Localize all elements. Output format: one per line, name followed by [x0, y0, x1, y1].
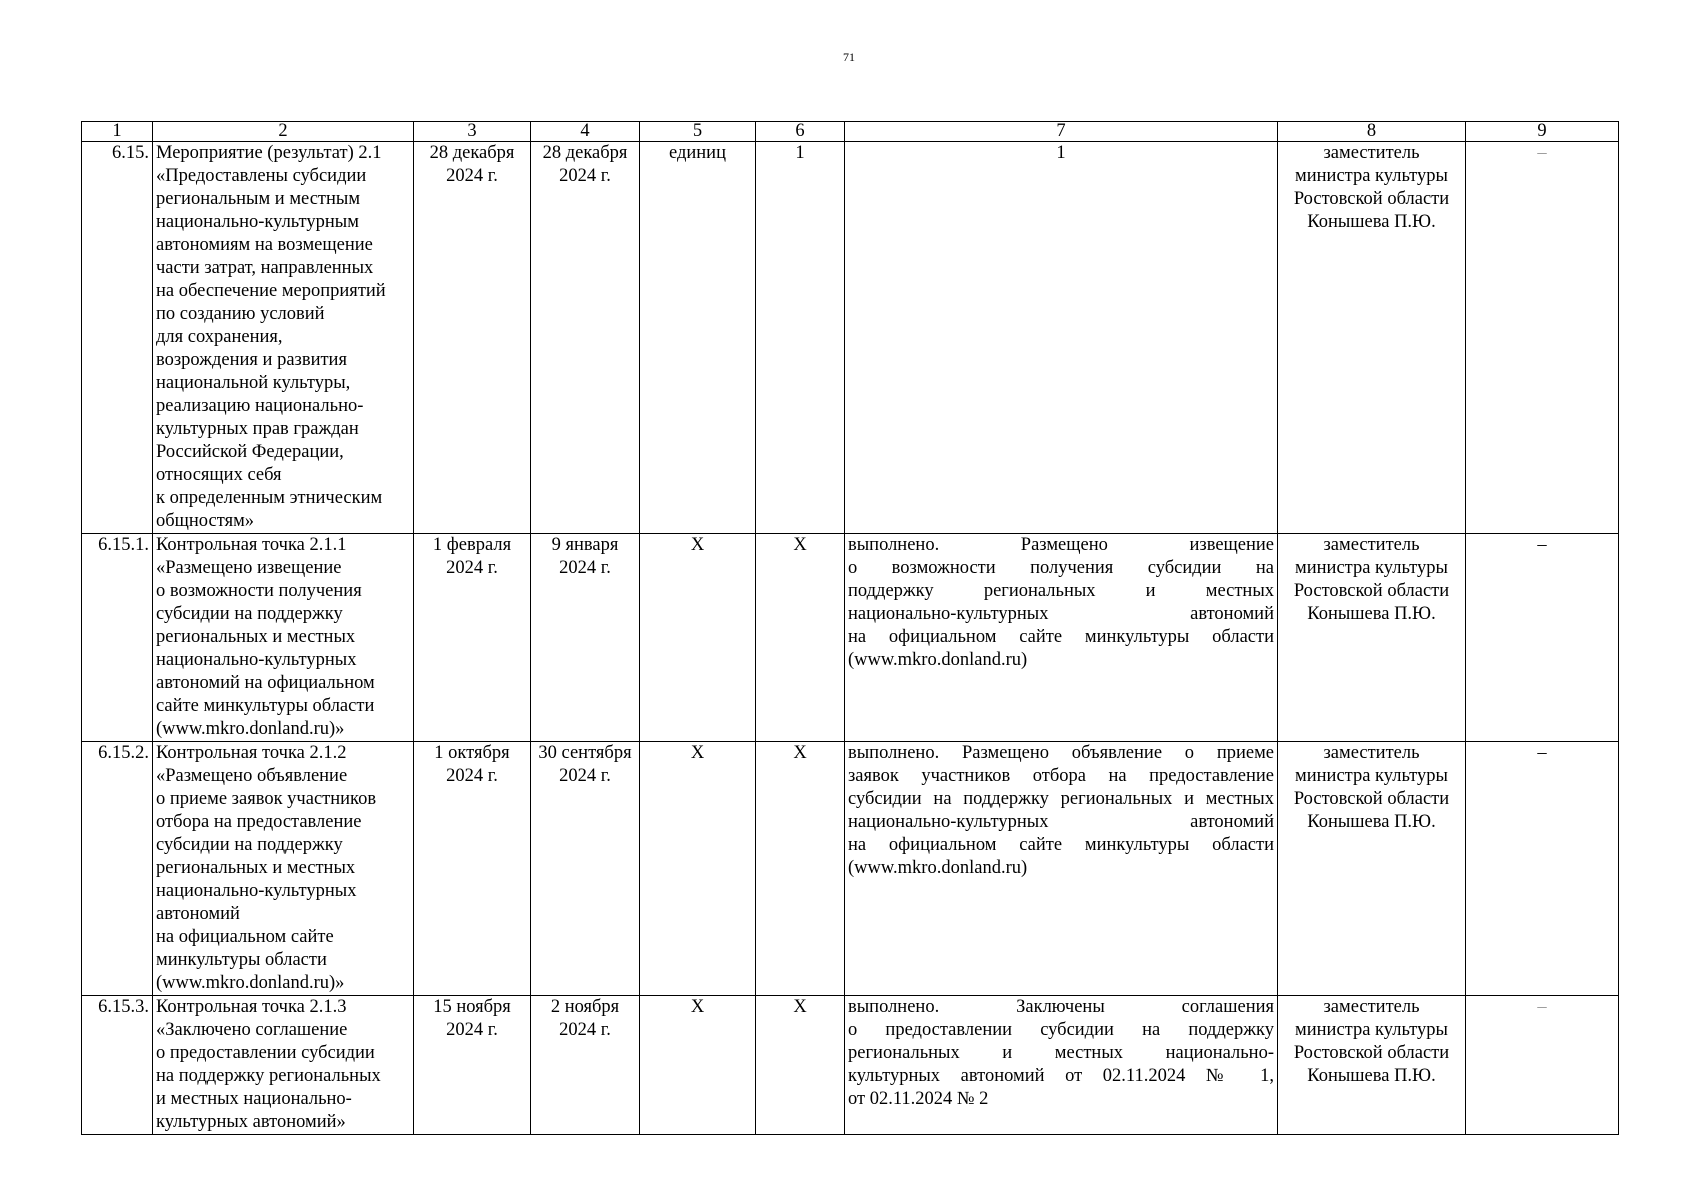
row-number-cell: 6.15.2. [82, 742, 153, 996]
note-cell: – [1466, 142, 1619, 534]
event-name-cell [153, 996, 414, 1135]
text-line: 15 ноября [433, 997, 511, 1017]
text-line: субсидии на поддержку [156, 835, 343, 855]
text-line: 2024 г. [559, 166, 611, 186]
text-line: Контрольная точка 2.1.2 [156, 743, 347, 763]
row-number-cell: 6.15.3. [82, 996, 153, 1135]
plan-date-cell [414, 142, 531, 534]
text-line: заместитель [1323, 997, 1420, 1017]
text-line: автономий [156, 904, 240, 924]
text-line: поддержку региональных и местных [848, 581, 1274, 601]
text-line: министра культуры [1295, 166, 1448, 186]
note-cell: – [1466, 996, 1619, 1135]
text-line: о предоставлении субсидии на поддержку [848, 1020, 1274, 1040]
fact-date-cell [531, 742, 640, 996]
text-line: автономиям на возмещение [156, 235, 373, 255]
fact-result-cell [845, 742, 1278, 996]
column-header: 6 [756, 122, 845, 142]
unit-cell: Х [640, 742, 756, 996]
responsible-cell [1278, 534, 1466, 742]
text-line: 2024 г. [446, 766, 498, 786]
text-line: 2024 г. [446, 1020, 498, 1040]
plan-value-cell: Х [756, 742, 845, 996]
text-line: региональных и местных [156, 858, 356, 878]
text-line: «Размещено объявление [156, 766, 348, 786]
text-line: субсидии на поддержку [156, 604, 343, 624]
text-line: для сохранения, [156, 327, 283, 347]
text-line: минкультуры области [156, 950, 327, 970]
fact-result-cell [845, 142, 1278, 534]
column-header: 2 [153, 122, 414, 142]
table-row [82, 142, 1619, 534]
text-line: национально-культурных [156, 881, 357, 901]
unit-cell: Х [640, 996, 756, 1135]
unit-cell: Х [640, 534, 756, 742]
column-header: 4 [531, 122, 640, 142]
text-line: региональным и местным [156, 189, 361, 209]
plan-value-cell: Х [756, 996, 845, 1135]
text-line: Контрольная точка 2.1.1 [156, 535, 347, 555]
text-line: на обеспечение мероприятий [156, 281, 386, 301]
page-number: 71 [843, 50, 855, 64]
event-name-cell [153, 742, 414, 996]
text-line: о приеме заявок участников [156, 789, 377, 809]
fact-result-cell [845, 534, 1278, 742]
text-line: национально-культурных [156, 650, 357, 670]
text-line: министра культуры [1295, 558, 1448, 578]
plan-date-cell [414, 742, 531, 996]
text-line: 2024 г. [559, 558, 611, 578]
table-row [82, 742, 1619, 996]
text-line: выполнено. Размещено объявление о приеме [848, 743, 1274, 763]
text-line: «Размещено извещение [156, 558, 342, 578]
text-line: министра культуры [1295, 766, 1448, 786]
text-line: (www.mkro.donland.ru)» [156, 973, 345, 993]
plan-date-cell [414, 996, 531, 1135]
text-line: Конышева П.Ю. [1307, 812, 1436, 832]
text-line: на поддержку региональных [156, 1066, 381, 1086]
row-number-cell: 6.15. [82, 142, 153, 534]
text-line: национально-культурным [156, 212, 359, 232]
text-line: на официальном сайте минкультуры области [848, 627, 1274, 647]
text-line: Конышева П.Ю. [1307, 212, 1436, 232]
text-line: национально-культурных автономий [848, 604, 1274, 624]
plan-value-cell: Х [756, 534, 845, 742]
text-line: Ростовской области [1293, 581, 1450, 601]
row-number-cell: 6.15.1. [82, 534, 153, 742]
text-line: 28 декабря [542, 143, 628, 163]
text-line: на официальном сайте минкультуры области [848, 835, 1274, 855]
text-line: 28 декабря [429, 143, 515, 163]
text-line: выполнено. Размещено извещение [848, 535, 1274, 555]
text-line: заместитель [1323, 743, 1420, 763]
text-line: субсидии на поддержку региональных и местных [848, 789, 1274, 809]
table-row [82, 996, 1619, 1135]
text-line: о возможности получения субсидии на [848, 558, 1274, 578]
text-line: выполнено. Заключены соглашения [848, 997, 1274, 1017]
text-line: министра культуры [1295, 1020, 1448, 1040]
text-line: культурных прав граждан [156, 419, 359, 439]
text-line: 2024 г. [559, 766, 611, 786]
text-line: Конышева П.Ю. [1307, 604, 1436, 624]
column-header: 8 [1278, 122, 1466, 142]
text-line: и местных национально- [156, 1089, 352, 1109]
text-line: национально-культурных автономий [848, 812, 1274, 832]
text-line: общностям» [156, 511, 255, 531]
text-line: о возможности получения [156, 581, 362, 601]
text-line: региональных и местных национально- [848, 1043, 1274, 1063]
text-line: 2 ноября [550, 997, 620, 1017]
text-line: заявок участников отбора на предоставление [848, 766, 1274, 786]
unit-cell: единиц [640, 142, 756, 534]
text-line: (www.mkro.donland.ru) [848, 650, 1028, 670]
text-line: культурных автономий» [156, 1112, 346, 1132]
text-line: к определенным этническим [156, 488, 383, 508]
text-line: Ростовской области [1293, 789, 1450, 809]
results-table [81, 121, 1619, 1135]
text-line: «Предоставлены субсидии [156, 166, 367, 186]
column-header: 5 [640, 122, 756, 142]
text-line: Ростовской области [1293, 1043, 1450, 1063]
table-row [82, 534, 1619, 742]
text-line: Контрольная точка 2.1.3 [156, 997, 347, 1017]
text-line: региональных и местных [156, 627, 356, 647]
note-cell: – [1466, 534, 1619, 742]
column-header: 7 [845, 122, 1278, 142]
text-line: от 02.11.2024 № 2 [848, 1089, 989, 1109]
text-line: 9 января [551, 535, 619, 555]
text-line: Российской Федерации, [156, 442, 344, 462]
plan-value-cell: 1 [756, 142, 845, 534]
text-line: Конышева П.Ю. [1307, 1066, 1436, 1086]
responsible-cell [1278, 142, 1466, 534]
text-line: части затрат, направленных [156, 258, 374, 278]
note-cell: – [1466, 742, 1619, 996]
plan-date-cell [414, 534, 531, 742]
fact-date-cell [531, 996, 640, 1135]
text-line: заместитель [1323, 143, 1420, 163]
text-line: национальной культуры, [156, 373, 351, 393]
text-line: 1 [1056, 143, 1066, 163]
text-line: (www.mkro.donland.ru)» [156, 719, 345, 739]
text-line: по созданию условий [156, 304, 325, 324]
text-line: заместитель [1323, 535, 1420, 555]
responsible-cell [1278, 996, 1466, 1135]
text-line: возрождения и развития [156, 350, 347, 370]
text-line: 1 февраля [432, 535, 512, 555]
column-header: 1 [82, 122, 153, 142]
event-name-cell [153, 534, 414, 742]
text-line: «Заключено соглашение [156, 1020, 348, 1040]
text-line: на официальном сайте [156, 927, 334, 947]
text-line: (www.mkro.donland.ru) [848, 858, 1028, 878]
text-line: 2024 г. [559, 1020, 611, 1040]
text-line: 30 сентября [538, 743, 632, 763]
column-header: 3 [414, 122, 531, 142]
responsible-cell [1278, 742, 1466, 996]
fact-date-cell [531, 142, 640, 534]
column-header: 9 [1466, 122, 1619, 142]
text-line: Ростовской области [1293, 189, 1450, 209]
text-line: 1 октября [434, 743, 510, 763]
text-line: автономий на официальном [156, 673, 375, 693]
event-name-cell [153, 142, 414, 534]
text-line: Мероприятие (результат) 2.1 [156, 143, 382, 163]
text-line: 2024 г. [446, 558, 498, 578]
text-line: 2024 г. [446, 166, 498, 186]
text-line: культурных автономий от 02.11.2024 № 1, [848, 1066, 1274, 1086]
text-line: реализацию национально- [156, 396, 364, 416]
text-line: относящих себя [156, 465, 282, 485]
fact-result-cell [845, 996, 1278, 1135]
text-line: о предоставлении субсидии [156, 1043, 375, 1063]
column-number-row [82, 122, 1619, 142]
text-line: сайте минкультуры области [156, 696, 375, 716]
text-line: отбора на предоставление [156, 812, 362, 832]
fact-date-cell [531, 534, 640, 742]
